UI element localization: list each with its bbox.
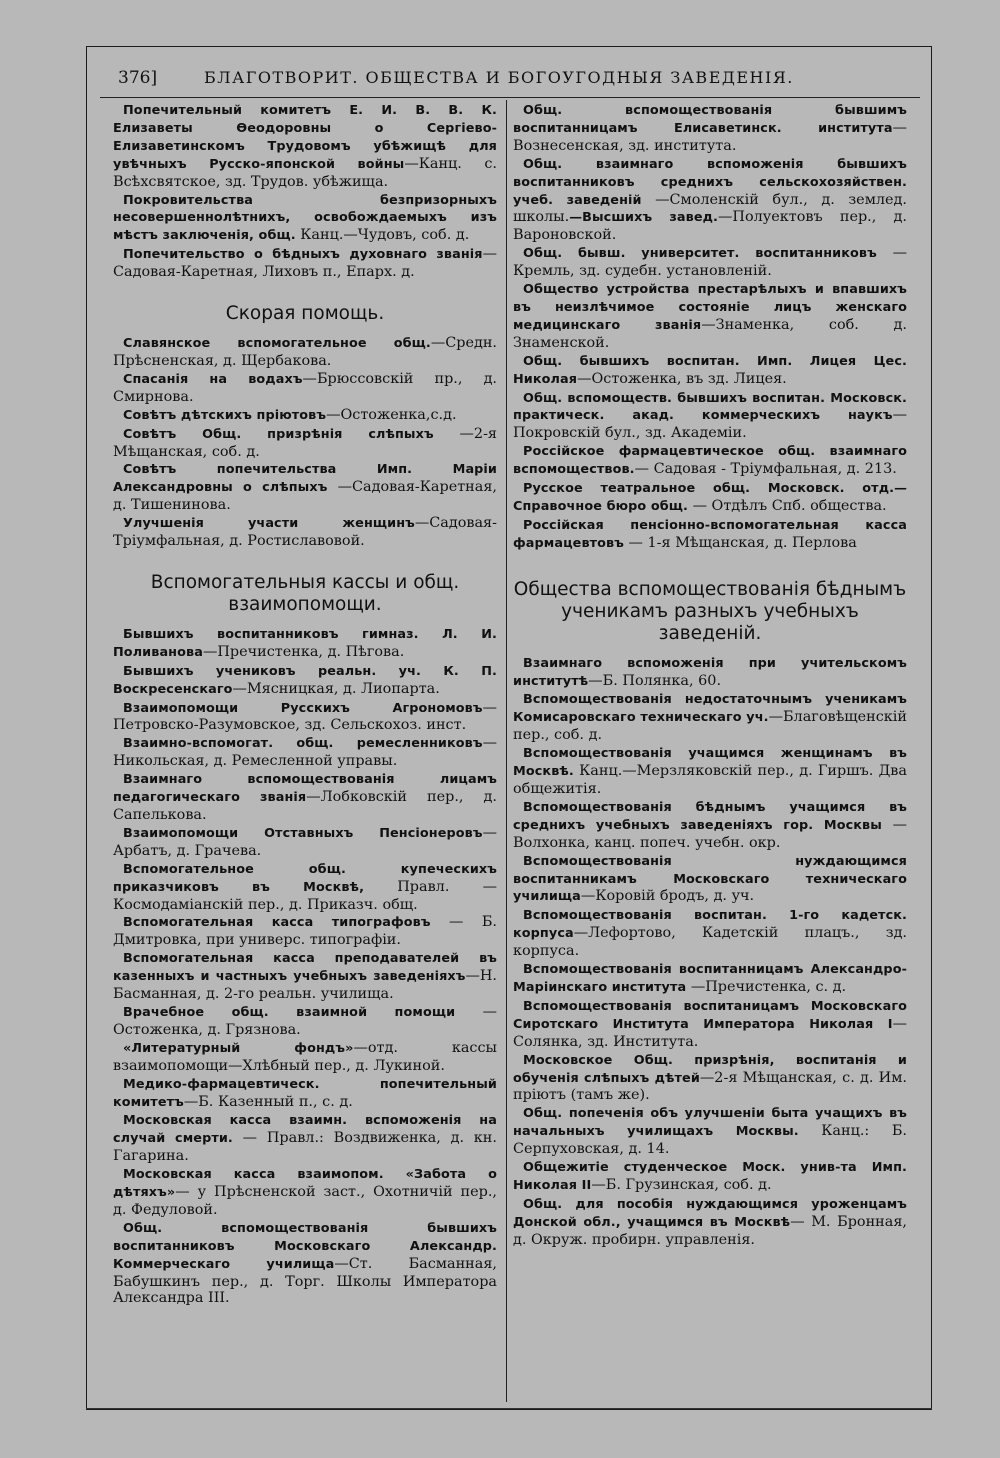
list-item xyxy=(513,353,907,389)
entry-name: Медико-фармацевтическ. попечительный комитетъ xyxy=(113,1076,497,1110)
section-title: Вспомогательныя кассы и общ. взаимопомощи. xyxy=(150,571,460,615)
entry-name: Попечительство о бѣдныхъ духовнаго званія xyxy=(123,247,483,263)
entry-name: Вспомоществованія воспитаницамъ Московскаго Сиротскаго Института Императора Николая I xyxy=(513,998,907,1032)
entry-address: —Смоленскій бул., д. землед. школы. xyxy=(513,191,907,226)
list-item xyxy=(513,245,907,280)
entry-address: —Садовая-Каретная, д. Тишенинова. xyxy=(113,479,497,514)
list-item xyxy=(113,426,497,461)
entry-name: Общ. бывшихъ воспитан. Имп. Лицея Цес. Николая xyxy=(513,353,907,387)
page-header xyxy=(118,64,908,98)
entry-name: Общ. попеченія объ улучшеніи быта учащихъ въ начальныхъ училищахъ Москвы. xyxy=(513,1106,907,1140)
section-list xyxy=(513,655,907,1249)
entry-name: Московская касса взаимн. вспоможенія на случай смерти. xyxy=(113,1113,497,1147)
entry-address: — 1-я Мѣщанская, д. Перлова xyxy=(623,534,857,551)
entry-name: Бывшихъ учениковъ реальн. уч. К. П. Воскресенскаго xyxy=(113,663,497,697)
section-title: Общества вспомоществованія бѣднымъ ученикамъ разныхъ учебныхъ заведеній. xyxy=(513,578,907,644)
list-item xyxy=(513,102,907,155)
list-item xyxy=(513,691,907,744)
entry-address: —Остоженка,с.д. xyxy=(326,406,457,423)
list-item xyxy=(113,950,497,1003)
entry-address: — Остоженка, д. Грязнова. xyxy=(113,1003,497,1038)
entry-address: —Канц. с. Всѣхсвятское, зд. Трудов. убѣжища. xyxy=(113,155,497,190)
entry-name: Общежитіе студенческое Моск. унив-та Имп. Николая II xyxy=(513,1160,907,1193)
entry-address: —Мясницкая, д. Лиопарта. xyxy=(232,680,440,697)
list-item xyxy=(113,771,497,824)
list-item xyxy=(513,480,907,516)
list-item xyxy=(113,371,497,406)
left-intro-list xyxy=(113,102,497,281)
entry-name: Общ. вспомоществованія бывшимъ воспитанницамъ Елисаветинск. института xyxy=(513,103,907,136)
entry-address: —Никольская, д. Ремесленной управы. xyxy=(113,735,497,770)
entry-address: — Волхонка, канц. попеч. учебн. окр. xyxy=(513,816,907,851)
entry-name: Общ. бывш. университет. воспитанниковъ xyxy=(523,246,877,262)
entry-name: Общ. для пособія нуждающимся уроженцамъ Донской обл., учащимся въ Москвѣ xyxy=(513,1196,907,1230)
list-item xyxy=(113,861,497,914)
entry-address: Канц.—Чудовъ, соб. д. xyxy=(295,227,470,244)
entry-name: Улучшенія участи женщинъ xyxy=(123,516,415,532)
entry-name: Общество устройства престарѣлыхъ и впавшихъ въ неизлѣчимое состояніе лицъ женскаго медицинскаго званія xyxy=(513,282,907,333)
list-item xyxy=(513,443,907,479)
list-item xyxy=(113,626,497,662)
entry-name: Россійская пенсіонно-вспомогательная касса фармацевтовъ xyxy=(513,517,907,551)
header-rule xyxy=(100,97,920,98)
entry-address: —Покровскій бул., зд. Академіи. xyxy=(513,407,907,442)
column-divider xyxy=(506,100,507,1402)
entry-address: —Б. Полянка, 60. xyxy=(588,672,722,689)
running-title: БЛАГОТВОРИТ. ОБЩЕСТВА И БОГОУГОДНЫЯ ЗАВЕДЕНІЯ. xyxy=(204,68,794,87)
entry-name: Вспомогательное общ. купеческихъ приказчиковъ въ Москвѣ, xyxy=(113,861,497,895)
entry-address: — Садовая - Тріумфальная, д. 213. xyxy=(634,461,897,478)
list-item xyxy=(513,281,907,352)
entry-name: Взаимнаго вспомоществованія лицамъ педагогическаго званія xyxy=(113,772,497,806)
list-item xyxy=(513,961,907,997)
entry-address: —Знаменка, соб. д. Знаменской. xyxy=(513,316,907,351)
list-item xyxy=(513,907,907,960)
entry-name: Врачебное общ. взаимной помощи xyxy=(123,1004,456,1020)
section-list xyxy=(113,335,497,550)
entry-address: —Коровій бродъ, д. уч. xyxy=(580,888,755,905)
list-item xyxy=(113,335,497,370)
list-item xyxy=(113,735,497,770)
entry-address: —Благовѣщенскій пер., соб. д. xyxy=(513,709,907,744)
entry-address: —Брюссовскій пр., д. Смирнова. xyxy=(113,370,497,405)
entry-name: Вспомоществованія бѣднымъ учащимся въ среднихъ учебныхъ заведеніяхъ гор. Москвы xyxy=(513,799,907,833)
list-item xyxy=(113,700,497,735)
list-item xyxy=(513,1052,907,1105)
entry-address: —Солянка, зд. Института. xyxy=(513,1015,907,1050)
entry-name: Вспомоществованія нуждающимся воспитанникамъ Московскаго техническаго училища xyxy=(513,853,907,905)
right-column xyxy=(513,102,907,1400)
entry-name: Взаимопомощи Русскихъ Агрономовъ xyxy=(123,700,483,716)
entry-address: —Садовая-Тріумфальная, д. Ростиславовой. xyxy=(113,515,497,550)
entry-name: Взаимнаго вспоможенія при учительскомъ институтѣ xyxy=(513,655,907,689)
list-item xyxy=(113,1040,497,1075)
entry-name: Вспомоществованія учащимся женщинамъ въ Москвѣ. xyxy=(513,746,907,780)
entry-address: —Кремль, зд. судебн. установленій. xyxy=(513,245,907,280)
entry-name: Общ. взаимнаго вспоможенія бывшихъ воспитанниковъ среднихъ сельскохозяйствен. учеб. заведеній xyxy=(513,156,907,208)
entry-address: —Пречистенка, с. д. xyxy=(686,978,847,995)
list-item xyxy=(113,1112,497,1165)
entry-name: Славянское вспомогательное общ. xyxy=(123,336,431,352)
entry-address: Канц.—Мерзляковскій пер., д. Гиршъ. Два общежитія. xyxy=(513,763,907,797)
entry-address: —отд. кассы взаимопомощи—Хлѣбный пер., д. Лукиной. xyxy=(113,1039,497,1074)
entry-name: Московская касса взаимопом. «Забота о дѣтяхъ» xyxy=(113,1167,497,1201)
entry-address: —Ст. Басманная, Бабушкинъ пер., д. Торг. Школы Императора Александра III. xyxy=(113,1255,497,1307)
right-intro-list xyxy=(513,102,907,553)
entry-name: Вспомогательная касса преподавателей въ казенныхъ и частныхъ учебныхъ заведеніяхъ xyxy=(113,951,497,985)
entry-name: Бывшихъ воспитанниковъ гимназ. Л. И. Поливанова xyxy=(113,626,497,660)
entry-name: Вспомогательная касса типографовъ xyxy=(123,915,431,931)
list-item xyxy=(513,998,907,1051)
entry-address: —Полуектовъ пер., д. Вароновской. xyxy=(513,209,907,244)
list-item xyxy=(513,1105,907,1158)
entry-address: —2-я Мѣщанская, соб. д. xyxy=(113,425,497,460)
entry-address: —Средн. Прѣсненская, д. Щербакова. xyxy=(113,335,497,369)
entry-address: —Лефортово, Кадетскій плацъ., зд. корпуса. xyxy=(513,925,907,960)
list-item xyxy=(113,246,497,281)
list-item xyxy=(113,914,497,949)
entry-name: Взаимно-вспомогат. общ. ремесленниковъ xyxy=(123,736,483,752)
entry-address: Канц.: Б. Серпуховская, д. 14. xyxy=(513,1123,907,1158)
list-item xyxy=(513,853,907,907)
entry-name: Вспомоществованія воспитанницамъ Александро-Маріинскаго института xyxy=(513,962,907,995)
entry-name: Россійское фармацевтическое общ. взаимнаго вспомоществов. xyxy=(513,444,907,478)
entry-address: — М. Бронная, д. Окруж. пробирн. управленія. xyxy=(513,1213,907,1248)
entry-address: — у Прѣсненской заст., Охотничій пер., д. Федуловой. xyxy=(113,1184,497,1218)
list-item xyxy=(113,825,497,860)
entry-address: —Садовая-Каретная, Лиховъ п., Епарх. д. xyxy=(113,246,497,281)
entry-name: Вспомоществованія воспитан. 1-го кадетск. корпуса xyxy=(513,908,907,942)
entry-address: —2-я Мѣщанская, с. д. Им. пріютъ (тамъ же). xyxy=(513,1069,907,1104)
entry-address: —Н. Басманная, д. 2-го реальн. училища. xyxy=(113,968,497,1003)
entry-address: —Б. Казенный п., с. д. xyxy=(183,1093,353,1110)
entry-name: Совѣтъ Общ. призрѣнія слѣпыхъ xyxy=(123,426,434,442)
list-item xyxy=(113,192,497,246)
list-item xyxy=(113,1220,497,1308)
entry-address: Правл. — Космодаміанскій пер., д. Приказч. общ. xyxy=(113,878,497,913)
entry-name: Русское театральное общ. Московск. отд.— Справочное бюро общ. xyxy=(513,481,907,514)
bottom-rule xyxy=(86,1408,932,1409)
list-item xyxy=(513,156,907,245)
list-item xyxy=(513,745,907,798)
entry-name: Взаимопомощи Отставныхъ Пенсіонеровъ xyxy=(123,825,483,841)
left-column xyxy=(113,102,497,1400)
entry-address: — Отдѣлъ Спб. общества. xyxy=(688,497,887,514)
list-item xyxy=(113,461,497,514)
list-item xyxy=(113,1076,497,1112)
list-item xyxy=(513,655,907,691)
list-item xyxy=(513,517,907,553)
list-item xyxy=(113,407,497,425)
entry-name: Спасанія на водахъ xyxy=(123,371,303,387)
entry-name: Попечительный комитетъ Е. И. В. В. К. Елизаветы Ѳеодоровны о Сергіево-Елизаветинскомъ Трудовомъ убѣжищѣ для увѣчныхъ Русско-японской войны xyxy=(113,103,497,172)
page-number: 376] xyxy=(118,68,158,88)
entry-name: Вспомоществованія недостаточнымъ ученикамъ Комисаровскаго техническаго уч. xyxy=(513,692,907,726)
entry-name: —Высшихъ завед. xyxy=(569,210,719,226)
entry-address: — Б. Дмитровка, при универс. типографіи. xyxy=(113,914,497,949)
list-item xyxy=(113,515,497,550)
entry-name: Московское Общ. призрѣнія, воспитанія и обученія слѣпыхъ дѣтей xyxy=(513,1052,907,1086)
entry-address: — Арбатъ, д. Грачева. xyxy=(113,824,497,859)
section-list xyxy=(113,626,497,1307)
list-item xyxy=(513,799,907,852)
list-item xyxy=(113,1166,497,1219)
entry-name: Покровительства безпризорныхъ несовершеннолѣтнихъ, освобождаемыхъ изъ мѣстъ заключенія, общ. xyxy=(113,192,497,244)
entry-name: Общ. вспомоществ. бывшихъ воспитан. Московск. практическ. акад. коммерческихъ наукъ xyxy=(513,390,907,424)
list-item xyxy=(513,390,907,443)
entry-address: —Б. Грузинская, соб. д. xyxy=(591,1176,772,1193)
list-item xyxy=(113,1004,497,1039)
list-item xyxy=(113,663,497,699)
entry-name: «Литературный фондъ» xyxy=(123,1040,354,1056)
entry-address: —Петровско-Разумовское, зд. Сельскохоз. инст. xyxy=(113,699,497,734)
list-item xyxy=(513,1159,907,1195)
entry-address: —Остоженка, въ зд. Лицея. xyxy=(577,370,787,387)
entry-address: —Пречистенка, д. Пѣгова. xyxy=(202,643,405,660)
list-item xyxy=(513,1196,907,1249)
entry-address: —Лобковскій пер., д. Сапелькова. xyxy=(113,789,497,823)
entry-address: —Вознесенская, зд. института. xyxy=(513,119,907,154)
entry-name: Совѣтъ попечительства Имп. Маріи Александровны о слѣпыхъ xyxy=(113,462,497,496)
section-title: Скорая помощь. xyxy=(225,303,385,325)
list-item xyxy=(113,102,497,191)
entry-name: Общ. вспомоществованія бывшихъ воспитанниковъ Московскаго Александр. Коммерческаго училища xyxy=(113,1220,497,1272)
entry-name: Совѣтъ дѣтскихъ пріютовъ xyxy=(123,407,327,423)
entry-address: — Правл.: Воздвиженка, д. кн. Гагарина. xyxy=(113,1130,497,1165)
